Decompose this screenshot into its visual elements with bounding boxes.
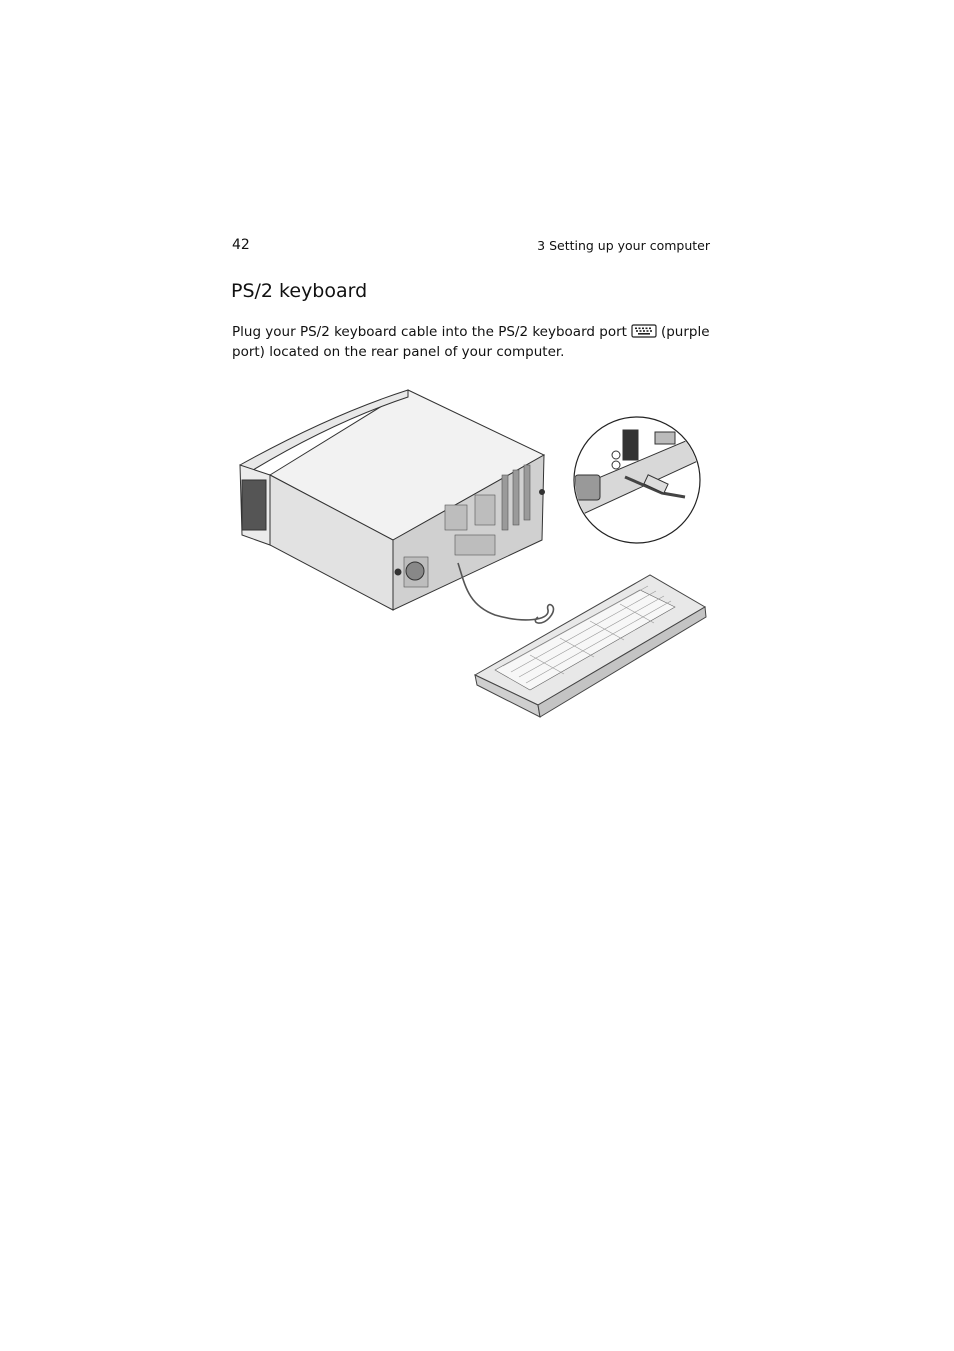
instruction-paragraph — [232, 323, 722, 361]
section-title: PS/2 keyboard — [231, 280, 368, 302]
instruction-text-end: (purple port) located on the rear panel of your computer. — [232, 324, 710, 360]
front-bezel-grille — [242, 480, 266, 530]
instruction-text-start: Plug your PS/2 keyboard cable into the PS/2 keyboard port — [232, 324, 627, 340]
running-header: 3 Setting up your computer — [537, 238, 710, 253]
keyboard-port-icon — [631, 324, 657, 343]
keyboard-connection-illustration — [230, 385, 710, 725]
page-number: 42 — [232, 237, 250, 253]
rear-panel-zoom-callout — [570, 417, 700, 543]
psu-fan — [406, 562, 424, 580]
computer-tower — [240, 390, 545, 610]
keyboard — [475, 575, 706, 717]
